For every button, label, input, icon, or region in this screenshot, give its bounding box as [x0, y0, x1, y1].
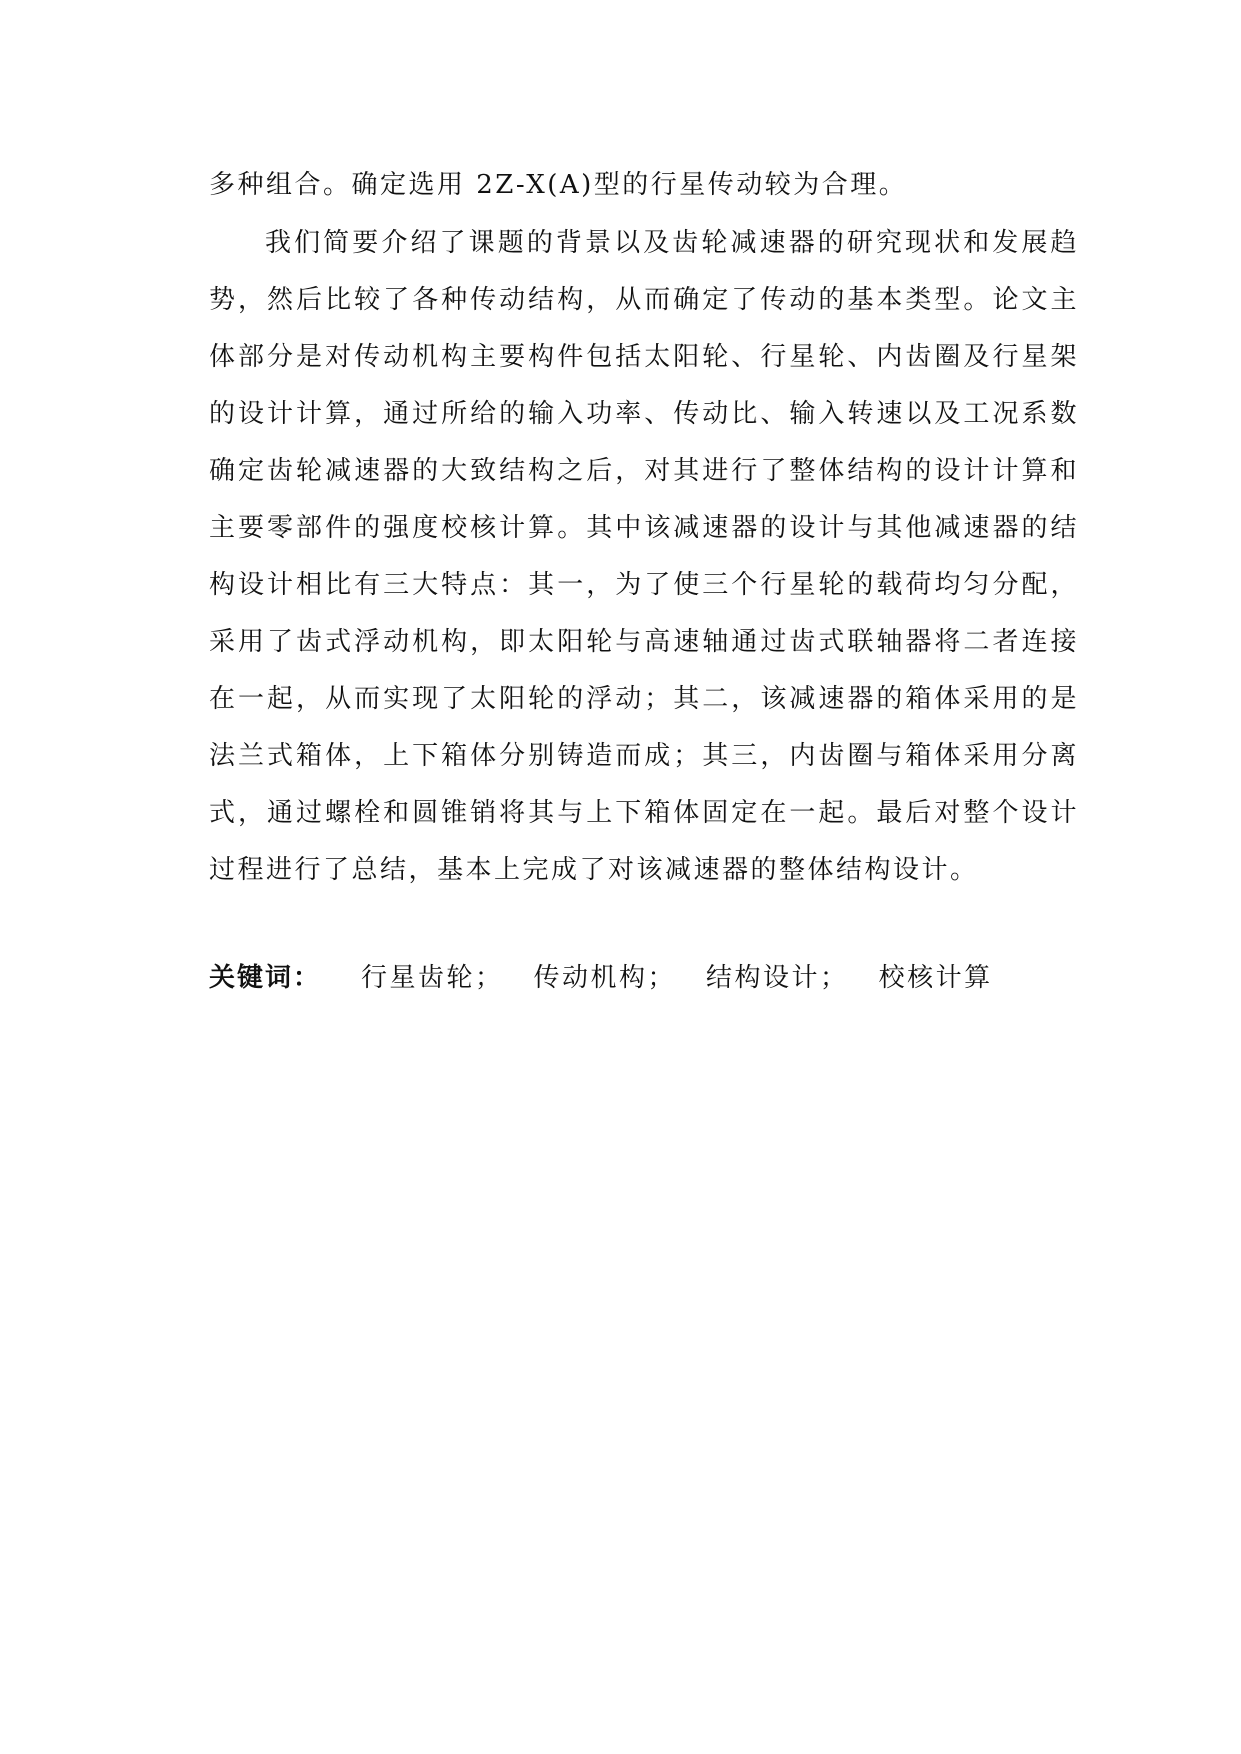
keywords-row — [209, 961, 1023, 995]
paragraph-line: 主要零部件的强度校核计算。其中该减速器的设计与其他减速器的结 — [209, 513, 1079, 543]
paragraph-line: 的设计计算，通过所给的输入功率、传动比、输入转速以及工况系数 — [209, 399, 1079, 429]
keyword-item: 行星齿轮； — [361, 963, 504, 993]
paragraph-line: 法兰式箱体，上下箱体分别铸造而成；其三，内齿圈与箱体采用分离 — [209, 741, 1079, 771]
paragraph-last-line: 过程进行了总结，基本上完成了对该减速器的整体结构设计。 — [209, 855, 979, 885]
keyword-item: 校核计算 — [878, 963, 993, 993]
keyword-item: 结构设计； — [706, 963, 849, 993]
keywords-label: 关键词： — [209, 963, 322, 993]
paragraph-line: 势，然后比较了各种传动结构，从而确定了传动的基本类型。论文主 — [209, 285, 1079, 315]
paragraph-line: 式，通过螺栓和圆锥销将其与上下箱体固定在一起。最后对整个设计 — [209, 798, 1079, 828]
keyword-item: 传动机构； — [533, 963, 677, 993]
paragraph-line: 确定齿轮减速器的大致结构之后，对其进行了整体结构的设计计算和 — [209, 456, 1079, 486]
text-line-1: 多种组合。确定选用 2Z-X(A)型的行星传动较为合理。 — [209, 170, 908, 200]
paragraph-line: 构设计相比有三大特点：其一，为了使三个行星轮的载荷均匀分配， — [209, 570, 1079, 600]
paragraph-line: 体部分是对传动机构主要构件包括太阳轮、行星轮、内齿圈及行星架 — [209, 342, 1079, 372]
paragraph-line: 在一起，从而实现了太阳轮的浮动；其二，该减速器的箱体采用的是 — [209, 684, 1079, 714]
paragraph-first-line: 我们简要介绍了课题的背景以及齿轮减速器的研究现状和发展趋 — [265, 228, 1079, 258]
paragraph-line: 采用了齿式浮动机构，即太阳轮与高速轴通过齿式联轴器将二者连接 — [209, 627, 1079, 657]
